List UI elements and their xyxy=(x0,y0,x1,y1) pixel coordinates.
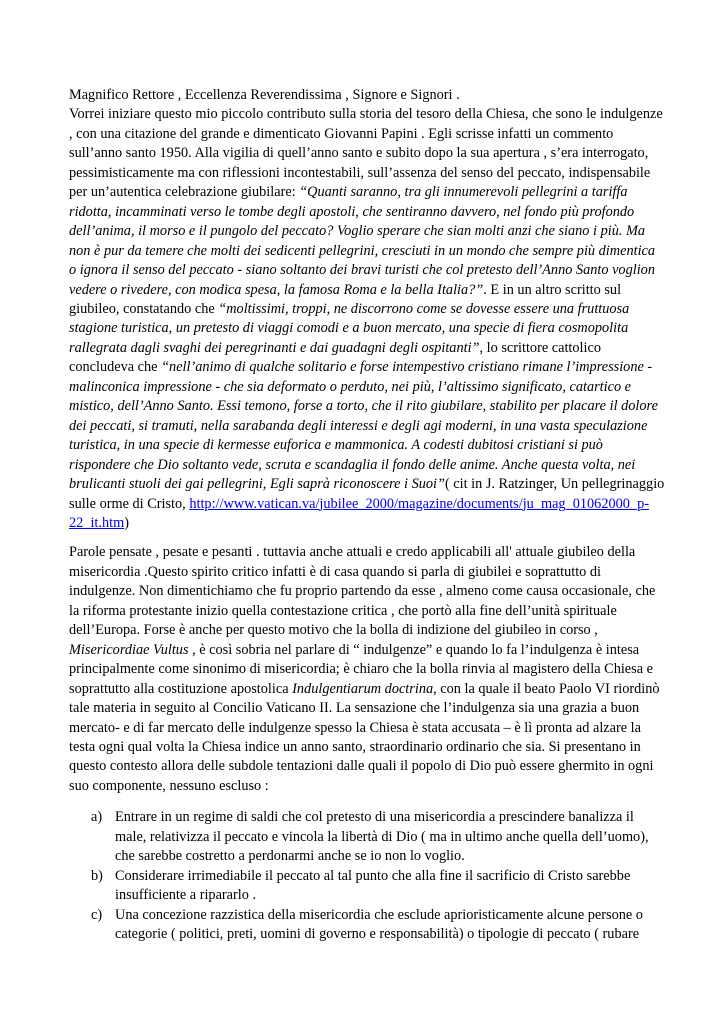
vatican-link[interactable]: http://www.vatican.va/jubilee_2000/magazine/documents/ju_mag_01062000_p-22_it.htm xyxy=(69,495,649,531)
indulgences-text-2: , è così sobria nel parlare di “ indulgenze” e quando lo fa l’indulgenza è intesa principalmente come sinonimo di misericordia; è chiaro che la bolla rinvia al magistero della Chiesa e soprattutto alla costituzione apostolica xyxy=(69,641,653,697)
indulgences-text: Parole pensate , pesate e pesanti . tuttavia anche attuali e credo applicabili all' attuale giubileo della misericordia .Questo spirito critico infatti è di casa quando si parla di giubilei e soprattutto di indulgenze. Non dimentichiamo che fu proprio partendo da esse , almeno come causa occasionale, che la riforma protestante inizio quella contestazione critica , che portò alla fine dell’unità spirituale dell’Europa. Forse è anche per questo motivo che la bolla di indizione del giubileo in corso , xyxy=(69,544,656,639)
intro-text-3: , lo scrittore cattolico concludeva che xyxy=(69,339,601,376)
list-marker: c) xyxy=(91,906,103,923)
list-item xyxy=(69,906,665,945)
citation-text: ( cit in J. Ratzinger, Un pellegrinaggio sulle orme di Cristo, xyxy=(69,476,665,512)
intro-text: Vorrei iniziare questo mio piccolo contributo sulla storia del tesoro della Chiesa, che sono le indulgenze , con una citazione del grande e dimenticato Giovanni Papini . Egli scrisse infatti un commento sull’anno santo 1950. Alla vigilia di quell’anno santo e subito dopo la sua apertura , s’era interrogato, pessimisticamente ma con riflessioni incontestabili, sull’assenza del senso del peccato, indispensabile per un’autentica celebrazione giubilare: xyxy=(69,106,663,201)
constitution-title: Indulgentiarum doctrina xyxy=(292,680,434,697)
list-marker: a) xyxy=(91,809,103,826)
temptations-list xyxy=(69,808,665,944)
indulgences-text-3: , con la quale il beato Paolo VI riordinò tale materia in seguito al Concilio Vaticano II. La sensazione che l’indulgenza sia una grazia a buon mercato- e di far mercato delle indulgenze spesso la Chiesa è stata accusata – è lì pronta ad alzare la testa ogni qual volta la Chiesa indice un anno santo, straordinario ordinario che sia. Si presentano in questo contesto allora delle subdole tentazioni dalle quali il popolo di Dio può essere ghermito in ogni suo componente, nessuno escluso : xyxy=(69,680,660,794)
list-marker: b) xyxy=(91,867,103,884)
citation-close: ) xyxy=(124,514,129,531)
list-item-text: Considerare irrimediabile il peccato al tal punto che alla fine il sacrificio di Cristo sarebbe insufficiente a ripararlo . xyxy=(115,867,631,904)
salutation: Magnifico Rettore , Eccellenza Reverendissima , Signore e Signori . xyxy=(69,87,460,103)
list-item-text: Una concezione razzistica della misericordia che esclude aprioristicamente alcune persone o categorie ( politici, preti, uomini di governo e responsabilità) o tipologie di peccato ( rubare xyxy=(115,906,643,943)
paragraph-indulgences xyxy=(69,543,665,796)
list-item xyxy=(69,867,665,906)
intro-text-2: . E in un altro scritto sul giubileo, constatando che xyxy=(69,281,622,317)
list-item xyxy=(69,808,665,866)
quote-papini-3: “nell’animo di qualche solitario e forse intempestivo cristiano rimane l’impressione - malinconica impressione - che sia deformato o perduto, nei più, l’altissimo significato, catartico e mistico, dell’Anno Santo. Essi temono, forse a torto, che il rito giubilare, stabilito per placare il dolore dei peccati, si tramuti, nella sarabanda degli interessi e degli agi moderni, in una vasta speculazione turistica, in una specie di kermesse euforica e mammonica. A codesti dubitosi cristiani si può rispondere che Dio soltanto vede, scruta e scandaglia il fondo delle anime. Anche questa volta, nei brulicanti stuoli dei gai pellegrini, Egli saprà riconoscere i Suoi” xyxy=(69,359,658,493)
document-page xyxy=(69,86,665,944)
paragraph-intro xyxy=(69,86,665,533)
quote-papini-1: “Quanti saranno, tra gli innumerevoli pellegrini a tariffa ridotta, incamminati verso le tombe degli apostoli, che sentiranno davvero, nel fondo più profondo dell’anima, il morso e il pungolo del peccato? Voglio sperare che sian molti anzi che siano i più. Ma non è pur da temere che molti dei sedicenti pellegrini, cresciuti in un mondo che sempre più dimentica o ignora il senso del peccato - siano soltanto dei bravi turisti che col pretesto dell’Anno Santo voglion vedere o rivedere, con modica spesa, la famosa Roma e la bella Italia?” xyxy=(69,184,656,298)
list-item-text: Entrare in un regime di saldi che col pretesto di una misericordia a prescindere banalizza il male, relativizza il peccato e vincola la libertà di Dio ( ma in ultimo anche quella dell’uomo), che sarebbe costretto a perdonarmi anche se io non lo voglio. xyxy=(115,809,649,865)
quote-papini-2: “moltissimi, troppi, ne discorrono come se dovesse essere una fruttuosa stagione turistica, un pretesto di viaggi comodi e a buon mercato, una specie di fiera cosmopolita rallegrata dagli svaghi dei peregrinanti e dai guadagni degli ospitanti” xyxy=(69,300,630,356)
bull-title: Misericordiae Vultus xyxy=(69,641,189,658)
